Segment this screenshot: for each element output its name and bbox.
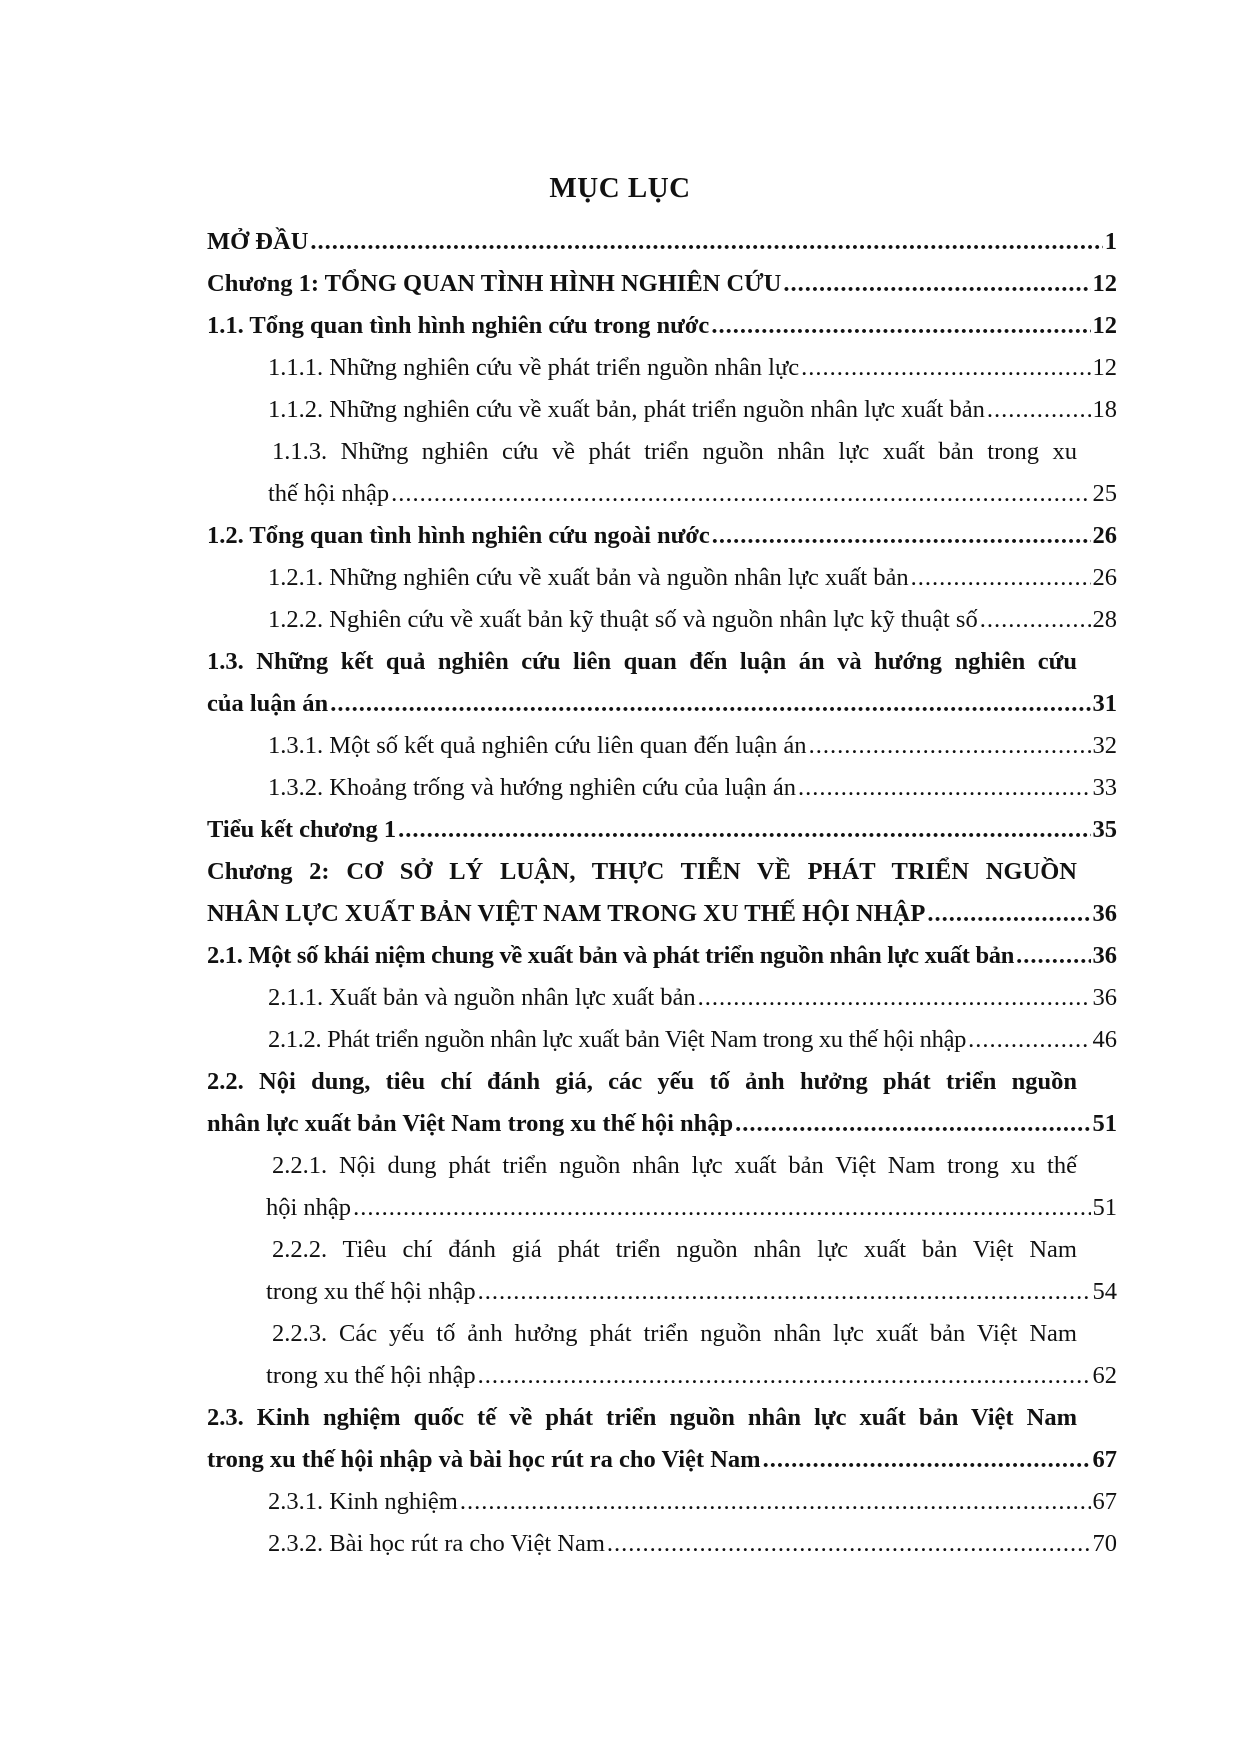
leader-dots (801, 348, 1090, 388)
leader-dots (735, 1104, 1090, 1144)
page-number: 26 (1092, 522, 1117, 549)
toc-entry[interactable]: trong xu thế hội nhập ..... 54 (266, 1272, 1117, 1312)
toc-entry[interactable]: 2.1. Một số khái niệm chung về xuất bản và phát triển nguồn nhân lực xuất bản ..... 36 (207, 936, 1117, 976)
leader-dots (968, 1020, 1090, 1060)
page-number: 46 (1092, 1026, 1117, 1053)
page-number: 26 (1092, 564, 1117, 591)
leader-dots (980, 600, 1091, 640)
leader-dots (809, 726, 1091, 766)
leader-dots (763, 1440, 1091, 1480)
page-number: 36 (1092, 984, 1117, 1011)
toc-entry[interactable]: 1.2. Tổng quan tình hình nghiên cứu ngoài nước ..... 26 (207, 516, 1117, 556)
page-number: 51 (1092, 1194, 1117, 1221)
page-number: 31 (1092, 690, 1117, 717)
leader-dots (398, 810, 1090, 850)
page-number: 32 (1092, 732, 1117, 759)
toc-entry-line1[interactable]: 2.2.2. Tiêu chí đánh giá phát triển nguồn nhân lực xuất bản Việt Nam (272, 1236, 1077, 1263)
leader-dots (478, 1272, 1091, 1312)
leader-dots (1016, 936, 1090, 976)
page-number: 70 (1092, 1530, 1117, 1557)
toc-entry[interactable]: 2.3.1. Kinh nghiệm ..... 67 (268, 1482, 1117, 1522)
page-number: 67 (1092, 1488, 1117, 1515)
leader-dots (391, 474, 1090, 514)
toc-entry[interactable]: 2.1.2. Phát triển nguồn nhân lực xuất bản Việt Nam trong xu thế hội nhập ..... 46 (268, 1020, 1117, 1060)
toc-entry[interactable]: 1.1.2. Những nghiên cứu về xuất bản, phát triển nguồn nhân lực xuất bản ..... 18 (268, 390, 1117, 430)
page-number: 25 (1092, 480, 1117, 507)
toc-entry[interactable]: NHÂN LỰC XUẤT BẢN VIỆT NAM TRONG XU THẾ HỘI NHẬP ..... 36 (207, 894, 1117, 934)
toc-entry[interactable]: Tiểu kết chương 1 ..... 35 (207, 810, 1117, 850)
toc-entry-line1[interactable]: 2.2.3. Các yếu tố ảnh hưởng phát triển nguồn nhân lực xuất bản Việt Nam (272, 1320, 1077, 1347)
toc-entry[interactable]: trong xu thế hội nhập và bài học rút ra cho Việt Nam ..... 67 (207, 1440, 1117, 1480)
leader-dots (711, 306, 1090, 346)
toc-entry-line1[interactable]: 1.1.3. Những nghiên cứu về phát triển nguồn nhân lực xuất bản trong xu (272, 438, 1077, 465)
toc-entry-line1[interactable]: 2.2. Nội dung, tiêu chí đánh giá, các yếu tố ảnh hưởng phát triển nguồn (207, 1068, 1077, 1095)
toc-entry[interactable]: nhân lực xuất bản Việt Nam trong xu thế hội nhập ..... 51 (207, 1104, 1117, 1144)
toc-entry-line1[interactable]: 2.3. Kinh nghiệm quốc tế về phát triển nguồn nhân lực xuất bản Việt Nam (207, 1404, 1077, 1431)
leader-dots (712, 516, 1091, 556)
toc-entry[interactable]: 1.2.2. Nghiên cứu về xuất bản kỹ thuật số và nguồn nhân lực kỹ thuật số ..... 28 (268, 600, 1117, 640)
leader-dots (310, 222, 1102, 262)
page-number: 12 (1092, 354, 1117, 381)
page-number: 28 (1092, 606, 1117, 633)
toc-entry[interactable]: trong xu thế hội nhập ..... 62 (266, 1356, 1117, 1396)
page-title: MỤC LỤC (549, 172, 691, 204)
leader-dots (783, 264, 1090, 304)
page-number: 54 (1092, 1278, 1117, 1305)
leader-dots (353, 1188, 1090, 1228)
page-number: 12 (1092, 312, 1117, 339)
toc-entry[interactable]: hội nhập ..... 51 (266, 1188, 1117, 1228)
toc-entry[interactable]: 1.2.1. Những nghiên cứu về xuất bản và nguồn nhân lực xuất bản ..... 26 (268, 558, 1117, 598)
page-number: 51 (1092, 1110, 1117, 1137)
leader-dots (478, 1356, 1091, 1396)
leader-dots (460, 1482, 1091, 1522)
toc-entry[interactable]: 1.1.1. Những nghiên cứu về phát triển nguồn nhân lực ..... 12 (268, 348, 1117, 388)
page-number: 62 (1092, 1362, 1117, 1389)
page-number: 1 (1104, 228, 1117, 255)
page-number: 12 (1092, 270, 1117, 297)
leader-dots (987, 390, 1091, 430)
leader-dots (698, 978, 1091, 1018)
toc-entry[interactable]: thế hội nhập ..... 25 (268, 474, 1117, 514)
leader-dots (798, 768, 1090, 808)
toc-entry[interactable]: 2.3.2. Bài học rút ra cho Việt Nam ..... 70 (268, 1524, 1117, 1564)
toc-entry-line1[interactable]: 1.3. Những kết quả nghiên cứu liên quan đến luận án và hướng nghiên cứu (207, 648, 1077, 675)
toc-entry-line1[interactable]: 2.2.1. Nội dung phát triển nguồn nhân lực xuất bản Việt Nam trong xu thế (272, 1152, 1077, 1179)
toc-entry[interactable]: 2.1.1. Xuất bản và nguồn nhân lực xuất bản ..... 36 (268, 978, 1117, 1018)
page-number: 33 (1092, 774, 1117, 801)
page-number: 36 (1092, 900, 1117, 927)
toc-entry[interactable]: 1.3.2. Khoảng trống và hướng nghiên cứu của luận án ..... 33 (268, 768, 1117, 808)
page-number: 36 (1092, 942, 1117, 969)
leader-dots (927, 894, 1090, 934)
page-number: 18 (1092, 396, 1117, 423)
toc-entry[interactable]: 1.3.1. Một số kết quả nghiên cứu liên quan đến luận án ..... 32 (268, 726, 1117, 766)
toc-entry[interactable]: MỞ ĐẦU ..... 1 (207, 222, 1117, 262)
leader-dots (911, 558, 1091, 598)
page-number: 67 (1092, 1446, 1117, 1473)
page-number: 35 (1092, 816, 1117, 843)
toc-entry-line1[interactable]: Chương 2: CƠ SỞ LÝ LUẬN, THỰC TIỄN VỀ PHÁT TRIỂN NGUỒN (207, 858, 1077, 885)
toc-entry[interactable]: 1.1. Tổng quan tình hình nghiên cứu trong nước ..... 12 (207, 306, 1117, 346)
toc-entry[interactable]: của luận án ..... 31 (207, 684, 1117, 724)
leader-dots (330, 684, 1090, 724)
toc-entry[interactable]: Chương 1: TỔNG QUAN TÌNH HÌNH NGHIÊN CỨU ..... 12 (207, 264, 1117, 304)
leader-dots (607, 1524, 1091, 1564)
